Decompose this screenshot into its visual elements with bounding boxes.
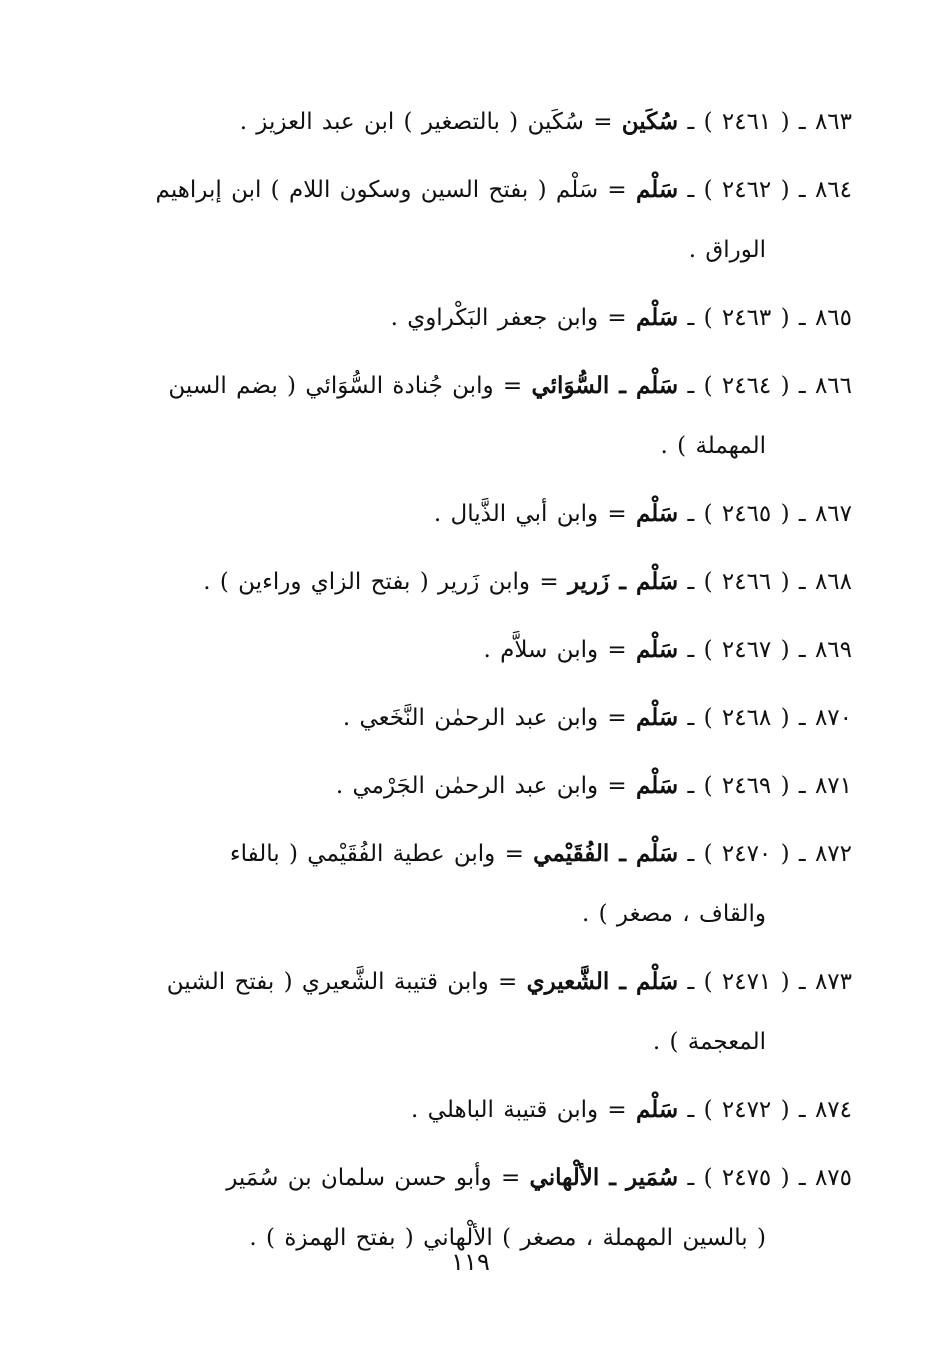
entry-continuation: ( بالسين المهملة ، مصغر ) الألْهاني ( بفتح الهمزة ) . — [249, 1225, 766, 1251]
entry-line — [100, 1148, 852, 1208]
entry-line — [100, 356, 852, 416]
entry-name: سُكَين — [621, 108, 679, 135]
entry-name: سَلْم — [636, 176, 679, 203]
entry-name: سَلْم ـ الشَّعيري — [526, 968, 679, 995]
entry-line — [100, 688, 852, 748]
entry-name: سَلْم — [636, 636, 679, 663]
entry-number: ٨٧٠ ـ ( ٢٤٦٨ ) ـ — [687, 705, 852, 731]
entry-continuation: والقاف ، مصغر ) . — [582, 901, 766, 927]
entry-line — [100, 288, 852, 348]
entry-continuation: المهملة ) . — [660, 433, 766, 459]
entry — [100, 92, 852, 152]
entry — [100, 356, 852, 476]
entry-text: = وابن سلاَّم . — [483, 637, 627, 663]
entry-name: سَلْم — [636, 772, 679, 799]
entry-number: ٨٦٥ ـ ( ٢٤٦٣ ) ـ — [687, 305, 852, 331]
entry-text: = وابن عبد الرحمٰن النَّخَعي . — [342, 705, 627, 731]
entry — [100, 484, 852, 544]
entry-text: = وابن عطية الفُقَيْمي ( بالفاء — [229, 841, 524, 867]
entry-text: = سُكَين ( بالتصغير ) ابن عبد العزيز . — [239, 109, 613, 135]
entry-continuation: المعجمة ) . — [652, 1029, 766, 1055]
entry — [100, 952, 852, 1072]
entry-continuation: الوراق . — [688, 237, 766, 263]
entries-list — [100, 92, 852, 1276]
entry-number: ٨٦٨ ـ ( ٢٤٦٦ ) ـ — [687, 569, 852, 595]
entry-line — [100, 756, 852, 816]
entry — [100, 620, 852, 680]
entry-number: ٨٧٥ ـ ( ٢٤٧٥ ) ـ — [687, 1165, 852, 1191]
entry-name: سُمَير ـ الألْهاني — [529, 1164, 679, 1191]
entry-line — [100, 952, 852, 1012]
entry-name: سَلْم ـ السُّوَائي — [531, 372, 679, 399]
page-number: ١١٩ — [451, 1248, 490, 1276]
entry-number: ٨٧١ ـ ( ٢٤٦٩ ) ـ — [687, 773, 852, 799]
entry-name: سَلْم — [636, 500, 679, 527]
entry-text: = وابن جُنادة السُّوَائي ( بضم السين — [168, 373, 523, 399]
entry-name: سَلْم ـ الفُقَيْمي — [533, 840, 679, 867]
entry — [100, 756, 852, 816]
entry-number: ٨٦٤ ـ ( ٢٤٦٢ ) ـ — [687, 177, 852, 203]
entry-number: ٨٦٧ ـ ( ٢٤٦٥ ) ـ — [687, 501, 852, 527]
entry — [100, 160, 852, 280]
entry — [100, 288, 852, 348]
entry-text: = وابن زَرير ( بفتح الزاي وراءين ) . — [203, 569, 559, 595]
entry — [100, 688, 852, 748]
entry-line — [100, 92, 852, 152]
entry — [100, 552, 852, 612]
entry-text: = وأبو حسن سلمان بن سُمَير — [226, 1165, 521, 1191]
entry-line — [100, 160, 852, 220]
entry-name: سَلْم — [636, 704, 679, 731]
entry-text: = وابن قتيبة الباهلي . — [411, 1097, 627, 1123]
entry — [100, 1080, 852, 1140]
entry-number: ٨٦٦ ـ ( ٢٤٦٤ ) ـ — [687, 373, 852, 399]
entry-number: ٨٧٢ ـ ( ٢٤٧٠ ) ـ — [687, 841, 852, 867]
entry-name: سَلْم — [636, 304, 679, 331]
entry-text: = وابن قتيبة الشَّعيري ( بفتح الشين — [166, 969, 518, 995]
entry-text: = وابن عبد الرحمٰن الجَرْمي . — [335, 773, 627, 799]
entry-line — [100, 484, 852, 544]
entry — [100, 824, 852, 944]
entry-number: ٨٦٩ ـ ( ٢٤٦٧ ) ـ — [687, 637, 852, 663]
entry-name: سَلْم — [636, 1096, 679, 1123]
entry-number: ٨٧٤ ـ ( ٢٤٧٢ ) ـ — [687, 1097, 852, 1123]
entry-number: ٨٦٣ ـ ( ٢٤٦١ ) ـ — [687, 109, 852, 135]
entry-number: ٨٧٣ ـ ( ٢٤٧١ ) ـ — [687, 969, 852, 995]
entry-line — [100, 620, 852, 680]
entry-line — [100, 552, 852, 612]
entry-text: = وابن أبي الذَّيال . — [433, 501, 627, 527]
entry-name: سَلْم ـ زَرير — [567, 568, 679, 595]
entry-text: = وابن جعفر البَكْراوي . — [390, 305, 627, 331]
entry-text: = سَلْم ( بفتح السين وسكون اللام ) ابن إبراهيم — [155, 177, 627, 203]
entry-line — [100, 1080, 852, 1140]
entry-line — [100, 824, 852, 884]
